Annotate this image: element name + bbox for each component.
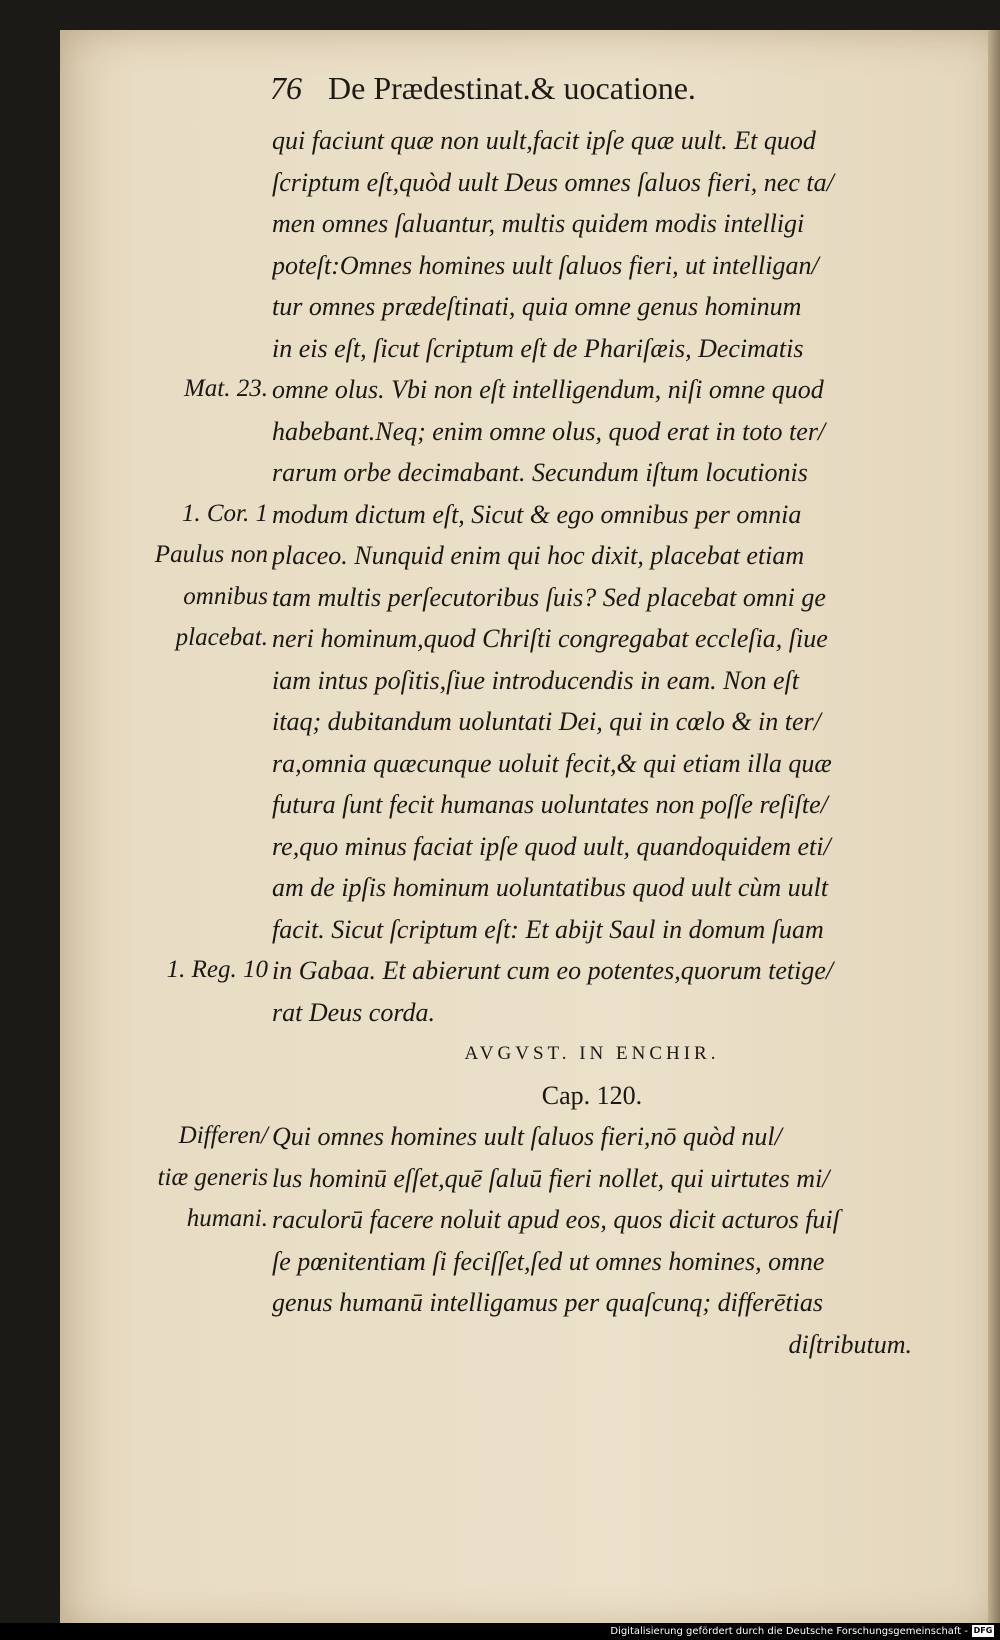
text-line: iam intus poſitis,ſiue introducendis in eam. Non eſt [272, 665, 799, 695]
text-line: modum dictum eſt, Sicut & ego omnibus per omnia [272, 499, 802, 529]
margin-note-cor: 1. Cor. 1 [181, 500, 268, 527]
section-heading: AVGVST. IN ENCHIR. [464, 1043, 720, 1064]
text-line: diſtributum. [788, 1329, 912, 1359]
chapter-heading: Cap. 120. [541, 1080, 643, 1110]
text-line: ſe pœnitentiam ſi feciſſet,ſed ut omnes homines, omne [272, 1246, 825, 1276]
text-line: neri hominum,quod Chriſti congregabat eccleſia, ſiue [272, 624, 828, 653]
text-line: tam multis perſecutoribus ſuis? Sed placebat omni ge [272, 582, 826, 612]
running-header [270, 70, 830, 120]
margin-note-paulus: omnibus [183, 583, 268, 610]
running-title: De Prædestinat.& uocatione. [328, 70, 696, 106]
text-line: placeo. Nunquid enim qui hoc dixit, placebat etiam [272, 541, 805, 570]
text-line: poteſt:Omnes homines uult ſaluos fieri, ut intelligan/ [272, 250, 819, 280]
margin-note-paulus: placebat. [175, 624, 268, 651]
margin-note-paulus: Paulus non [154, 541, 268, 568]
text-line: futura ſunt fecit humanas uoluntates non poſſe reſiſte/ [272, 790, 828, 819]
text-line: facit. Sicut ſcriptum eſt: Et abijt Saul in domum ſuam [272, 914, 824, 944]
text-line: ra,omnia quæcunque uoluit fecit,& qui etiam illa quæ [272, 748, 832, 778]
page-number: 76 [270, 70, 302, 106]
text-line: rat Deus corda. [272, 997, 435, 1027]
text-line: habebant.Neq; enim omne olus, quod erat in toto ter/ [272, 416, 826, 446]
text-line: omne olus. Vbi non eſt intelligendum, niſi omne quod [272, 375, 824, 404]
text-line: itaq; dubitandum uoluntati Dei, qui in cœlo & in ter/ [272, 707, 821, 736]
margin-note-differentiae: tiæ generis [157, 1164, 268, 1191]
text-line: raculorū facere noluit apud eos, quos dicit acturos fuiſ [272, 1205, 840, 1234]
margin-note-differentiae: humani. [186, 1205, 268, 1232]
text-line: men omnes ſaluantur, multis quidem modis intelligi [272, 209, 805, 238]
margin-note-mat: Mat. 23. [183, 375, 268, 402]
page-edge [988, 30, 1000, 1630]
text-line: qui faciunt quæ non uult,facit ipſe quæ uult. Et quod [272, 126, 816, 155]
margin-note-reg: 1. Reg. 10 [166, 956, 268, 983]
text-line: re,quo minus faciat ipſe quod uult, quandoquidem eti/ [272, 831, 831, 861]
text-line: Qui omnes homines uult ſaluos fieri,nō quòd nul/ [272, 1122, 782, 1151]
text-line: tur omnes prædeſtinati, quia omne genus hominum [272, 292, 802, 321]
text-line: lus hominū eſſet,quē ſaluū fieri nollet, qui uirtutes mi/ [272, 1163, 830, 1193]
text-line: genus humanū intelligamus per quaſcunq; differētias [272, 1288, 824, 1317]
main-text [272, 120, 912, 1365]
dfg-logo-icon: DFG [973, 1626, 993, 1635]
text-line: rarum orbe decimabant. Secundum iſtum locutionis [272, 458, 808, 487]
text-line: in eis eſt, ſicut ſcriptum eſt de Phariſæis, Decimatis [272, 333, 804, 363]
digitization-footer: Digitalisierung gefördert durch die Deutsche Forschungsgemeinschaft - [0, 1623, 1000, 1640]
margin-note-differentiae: Differen/ [178, 1122, 268, 1149]
text-line: in Gabaa. Et abierunt cum eo potentes,quorum tetige/ [272, 956, 834, 985]
text-line: ſcriptum eſt,quòd uult Deus omnes ſaluos fieri, nec ta/ [272, 167, 834, 197]
text-line: am de ipſis hominum uoluntatibus quod uult cùm uult [272, 873, 829, 902]
